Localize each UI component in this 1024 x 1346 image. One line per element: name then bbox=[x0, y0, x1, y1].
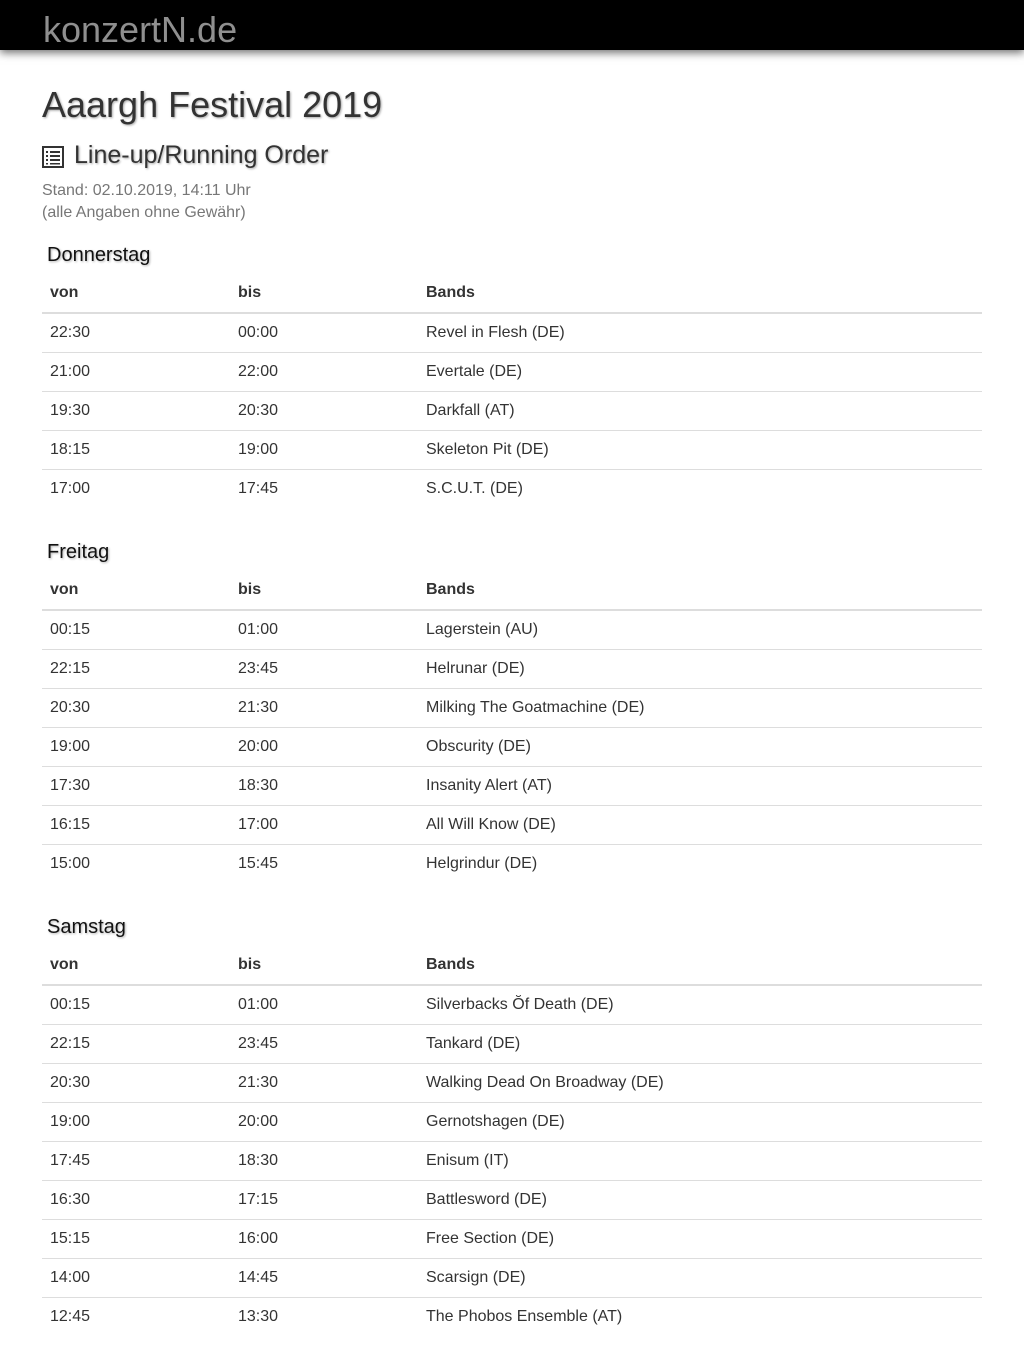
start-time-cell: 17:30 bbox=[42, 767, 230, 806]
end-time-cell: 17:45 bbox=[230, 470, 418, 509]
section-title-label: Line-up/Running Order bbox=[74, 141, 329, 169]
band-cell: Darkfall (AT) bbox=[418, 392, 982, 431]
column-header-bis: bis bbox=[230, 946, 418, 985]
start-time-cell: 18:15 bbox=[42, 431, 230, 470]
end-time-cell: 23:45 bbox=[230, 650, 418, 689]
day-section bbox=[42, 242, 982, 508]
band-cell: S.C.U.T. (DE) bbox=[418, 470, 982, 509]
band-cell: Helrunar (DE) bbox=[418, 650, 982, 689]
table-row bbox=[42, 1259, 982, 1298]
table-row bbox=[42, 1064, 982, 1103]
end-time-cell: 21:30 bbox=[230, 1064, 418, 1103]
end-time-cell: 00:00 bbox=[238, 324, 279, 341]
table-row bbox=[42, 767, 982, 806]
band-cell: Skeleton Pit (DE) bbox=[418, 431, 982, 470]
end-time-cell: 01:00 bbox=[238, 996, 279, 1013]
section-title bbox=[42, 139, 982, 171]
start-time-cell: 21:00 bbox=[42, 353, 230, 392]
start-time-cell: 17:00 bbox=[42, 470, 230, 509]
table-row bbox=[42, 1181, 982, 1220]
column-header-bis: bis bbox=[230, 274, 418, 313]
end-time-cell: 23:45 bbox=[230, 1025, 418, 1064]
end-time-cell: 16:00 bbox=[230, 1220, 418, 1259]
table-row bbox=[42, 1025, 982, 1064]
band-cell: Silverbacks Ŏf Death (DE) bbox=[426, 996, 614, 1013]
table-row bbox=[42, 1142, 982, 1181]
end-time-cell: 18:30 bbox=[230, 767, 418, 806]
band-cell: Gernotshagen (DE) bbox=[418, 1103, 982, 1142]
column-header-von: von bbox=[42, 274, 230, 313]
column-header-bands: Bands bbox=[418, 571, 982, 610]
band-cell: All Will Know (DE) bbox=[418, 806, 982, 845]
band-cell: Lagerstein (AU) bbox=[426, 621, 539, 638]
start-time-cell: 19:00 bbox=[42, 1103, 230, 1142]
top-navbar bbox=[0, 0, 1024, 50]
start-time-cell: 12:45 bbox=[42, 1298, 230, 1337]
day-section bbox=[42, 914, 982, 1336]
band-cell: Helgrindur (DE) bbox=[418, 845, 982, 884]
band-cell: Revel in Flesh (DE) bbox=[426, 324, 565, 341]
day-section bbox=[42, 539, 982, 883]
table-row bbox=[42, 1220, 982, 1259]
end-time-cell: 13:30 bbox=[230, 1298, 418, 1337]
band-cell: Walking Dead On Broadway (DE) bbox=[418, 1064, 982, 1103]
start-time-cell: 15:15 bbox=[42, 1220, 230, 1259]
start-time-cell: 19:30 bbox=[42, 392, 230, 431]
band-cell: Enisum (IT) bbox=[418, 1142, 982, 1181]
band-cell: Free Section (DE) bbox=[418, 1220, 982, 1259]
end-time-cell: 01:00 bbox=[238, 621, 279, 638]
start-time-cell: 00:15 bbox=[50, 621, 91, 638]
start-time-cell: 22:15 bbox=[42, 1025, 230, 1064]
table-row bbox=[42, 728, 982, 767]
lineup-table bbox=[42, 571, 982, 883]
start-time-cell: 22:15 bbox=[42, 650, 230, 689]
end-time-cell: 15:45 bbox=[230, 845, 418, 884]
table-row bbox=[42, 985, 982, 1025]
day-title: Freitag bbox=[47, 541, 110, 563]
band-cell: Evertale (DE) bbox=[418, 353, 982, 392]
band-cell: Tankard (DE) bbox=[418, 1025, 982, 1064]
band-cell: Scarsign (DE) bbox=[418, 1259, 982, 1298]
page-title: Aaargh Festival 2019 bbox=[42, 84, 383, 125]
day-title: Donnerstag bbox=[47, 244, 151, 266]
lineup-table bbox=[42, 274, 982, 508]
start-time-cell: 17:45 bbox=[42, 1142, 230, 1181]
start-time-cell: 16:30 bbox=[42, 1181, 230, 1220]
lineup-table bbox=[42, 946, 982, 1336]
table-row bbox=[42, 610, 982, 650]
start-time-cell: 20:30 bbox=[42, 689, 230, 728]
table-header-row bbox=[42, 571, 982, 610]
start-time-cell: 16:15 bbox=[42, 806, 230, 845]
main-content bbox=[42, 50, 982, 1336]
brand-link[interactable]: konzertN.de bbox=[43, 9, 238, 50]
table-row bbox=[42, 1298, 982, 1337]
meta-info bbox=[42, 180, 982, 224]
end-time-cell: 18:30 bbox=[230, 1142, 418, 1181]
band-cell: Obscurity (DE) bbox=[418, 728, 982, 767]
column-header-bands: Bands bbox=[418, 274, 982, 313]
table-row bbox=[42, 392, 982, 431]
start-time-cell: 15:00 bbox=[42, 845, 230, 884]
table-header-row bbox=[42, 274, 982, 313]
start-time-cell: 19:00 bbox=[42, 728, 230, 767]
table-row bbox=[42, 1103, 982, 1142]
column-header-bands: Bands bbox=[418, 946, 982, 985]
end-time-cell: 20:30 bbox=[230, 392, 418, 431]
band-cell: The Phobos Ensemble (AT) bbox=[418, 1298, 982, 1337]
table-row bbox=[42, 845, 982, 884]
day-title: Samstag bbox=[47, 916, 126, 938]
end-time-cell: 20:00 bbox=[230, 728, 418, 767]
table-row bbox=[42, 353, 982, 392]
start-time-cell: 14:00 bbox=[42, 1259, 230, 1298]
band-cell: Insanity Alert (AT) bbox=[418, 767, 982, 806]
table-row bbox=[42, 650, 982, 689]
table-header-row bbox=[42, 946, 982, 985]
table-row bbox=[42, 470, 982, 509]
table-row bbox=[42, 689, 982, 728]
band-cell: Battlesword (DE) bbox=[418, 1181, 982, 1220]
end-time-cell: 21:30 bbox=[230, 689, 418, 728]
end-time-cell: 20:00 bbox=[230, 1103, 418, 1142]
end-time-cell: 14:45 bbox=[230, 1259, 418, 1298]
table-row bbox=[42, 313, 982, 353]
stand-date: Stand: 02.10.2019, 14:11 Uhr bbox=[42, 182, 251, 199]
start-time-cell: 00:15 bbox=[50, 996, 91, 1013]
start-time-cell: 22:30 bbox=[50, 324, 91, 341]
disclaimer: (alle Angaben ohne Gewähr) bbox=[42, 204, 246, 221]
end-time-cell: 19:00 bbox=[230, 431, 418, 470]
days-container bbox=[42, 242, 982, 1336]
end-time-cell: 17:15 bbox=[230, 1181, 418, 1220]
list-icon bbox=[42, 144, 64, 166]
start-time-cell: 20:30 bbox=[42, 1064, 230, 1103]
end-time-cell: 17:00 bbox=[230, 806, 418, 845]
column-header-von: von bbox=[42, 571, 230, 610]
band-cell: Milking The Goatmachine (DE) bbox=[418, 689, 982, 728]
table-row bbox=[42, 806, 982, 845]
column-header-von: von bbox=[42, 946, 230, 985]
column-header-bis: bis bbox=[230, 571, 418, 610]
end-time-cell: 22:00 bbox=[230, 353, 418, 392]
table-row bbox=[42, 431, 982, 470]
